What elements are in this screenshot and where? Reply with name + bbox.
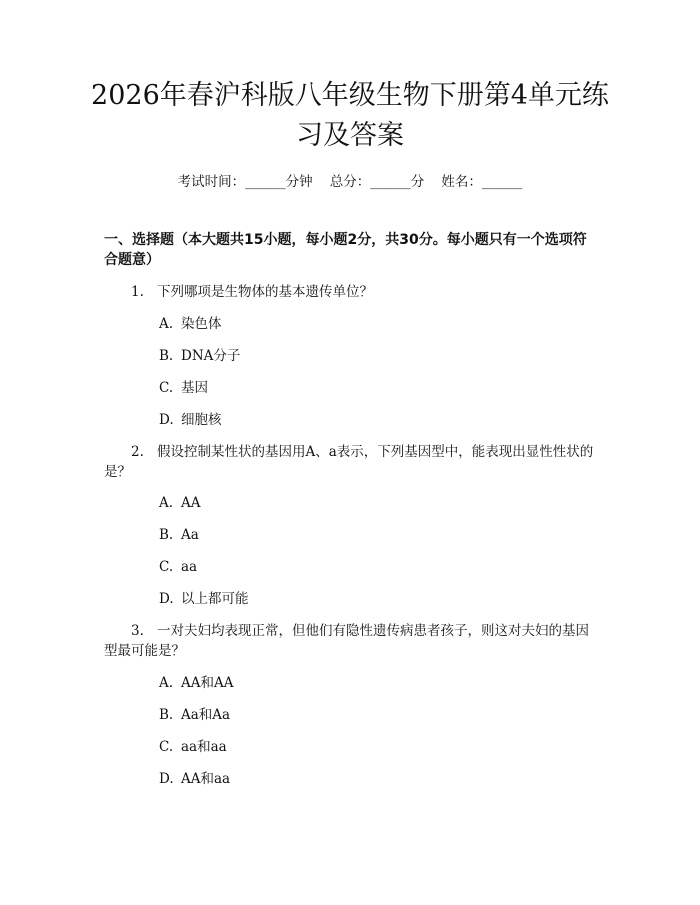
question-text: 假设控制某性状的基因用A、a表示，下列基因型中，能表现出显性性状的是？ [104, 444, 594, 480]
question-3-option-b [159, 705, 599, 725]
option-text: 细胞核 [181, 412, 222, 428]
question-1-option-a [159, 314, 599, 334]
option-label: D. [159, 771, 174, 787]
question-2-option-c [159, 557, 599, 577]
option-label: C. [159, 380, 174, 396]
document-title: 2026年春沪科版八年级生物下册第4单元练习及答案 [91, 80, 609, 151]
option-text: 染色体 [181, 316, 222, 332]
question-2-option-b [159, 525, 599, 545]
option-label: B. [159, 707, 174, 723]
question-1-option-d [159, 410, 599, 430]
question-1-option-c [159, 378, 599, 398]
option-label: C. [159, 559, 174, 575]
option-text: DNA分子 [181, 348, 241, 364]
option-text: Aa和Aa [181, 707, 231, 723]
question-3 [104, 621, 600, 661]
option-text: AA和AA [181, 675, 234, 691]
option-text: aa和aa [181, 739, 227, 755]
option-text: AA [181, 495, 201, 511]
option-text: 以上都可能 [181, 591, 249, 607]
question-number: 3. [131, 623, 144, 639]
question-3-option-d [159, 769, 599, 789]
option-label: A. [159, 675, 174, 691]
question-number: 2. [131, 444, 144, 460]
question-1-option-b [159, 346, 599, 366]
option-text: 基因 [181, 380, 208, 396]
option-label: A. [159, 495, 174, 511]
question-3-option-c [159, 737, 599, 757]
question-3-option-a [159, 673, 599, 693]
exam-meta-line: 考试时间：______分钟 总分：______分 姓名：______ [177, 174, 523, 190]
question-2-option-d [159, 589, 599, 609]
option-label: D. [159, 591, 174, 607]
question-2-option-a [159, 493, 599, 513]
question-number: 1. [131, 284, 144, 300]
question-2 [104, 442, 600, 482]
option-label: B. [159, 527, 174, 543]
option-label: D. [159, 412, 174, 428]
option-text: Aa [181, 527, 199, 543]
option-label: C. [159, 739, 174, 755]
option-label: A. [159, 316, 174, 332]
option-label: B. [159, 348, 174, 364]
option-text: AA和aa [181, 771, 231, 787]
section-heading: 一、选择题（本大题共15小题，每小题2分，共30分。每小题只有一个选项符合题意） [104, 232, 587, 268]
question-1 [104, 282, 600, 302]
question-text: 下列哪项是生物体的基本遗传单位？ [157, 284, 373, 300]
question-text: 一对夫妇均表现正常，但他们有隐性遗传病患者孩子，则这对夫妇的基因型最可能是？ [104, 623, 589, 659]
option-text: aa [181, 559, 198, 575]
